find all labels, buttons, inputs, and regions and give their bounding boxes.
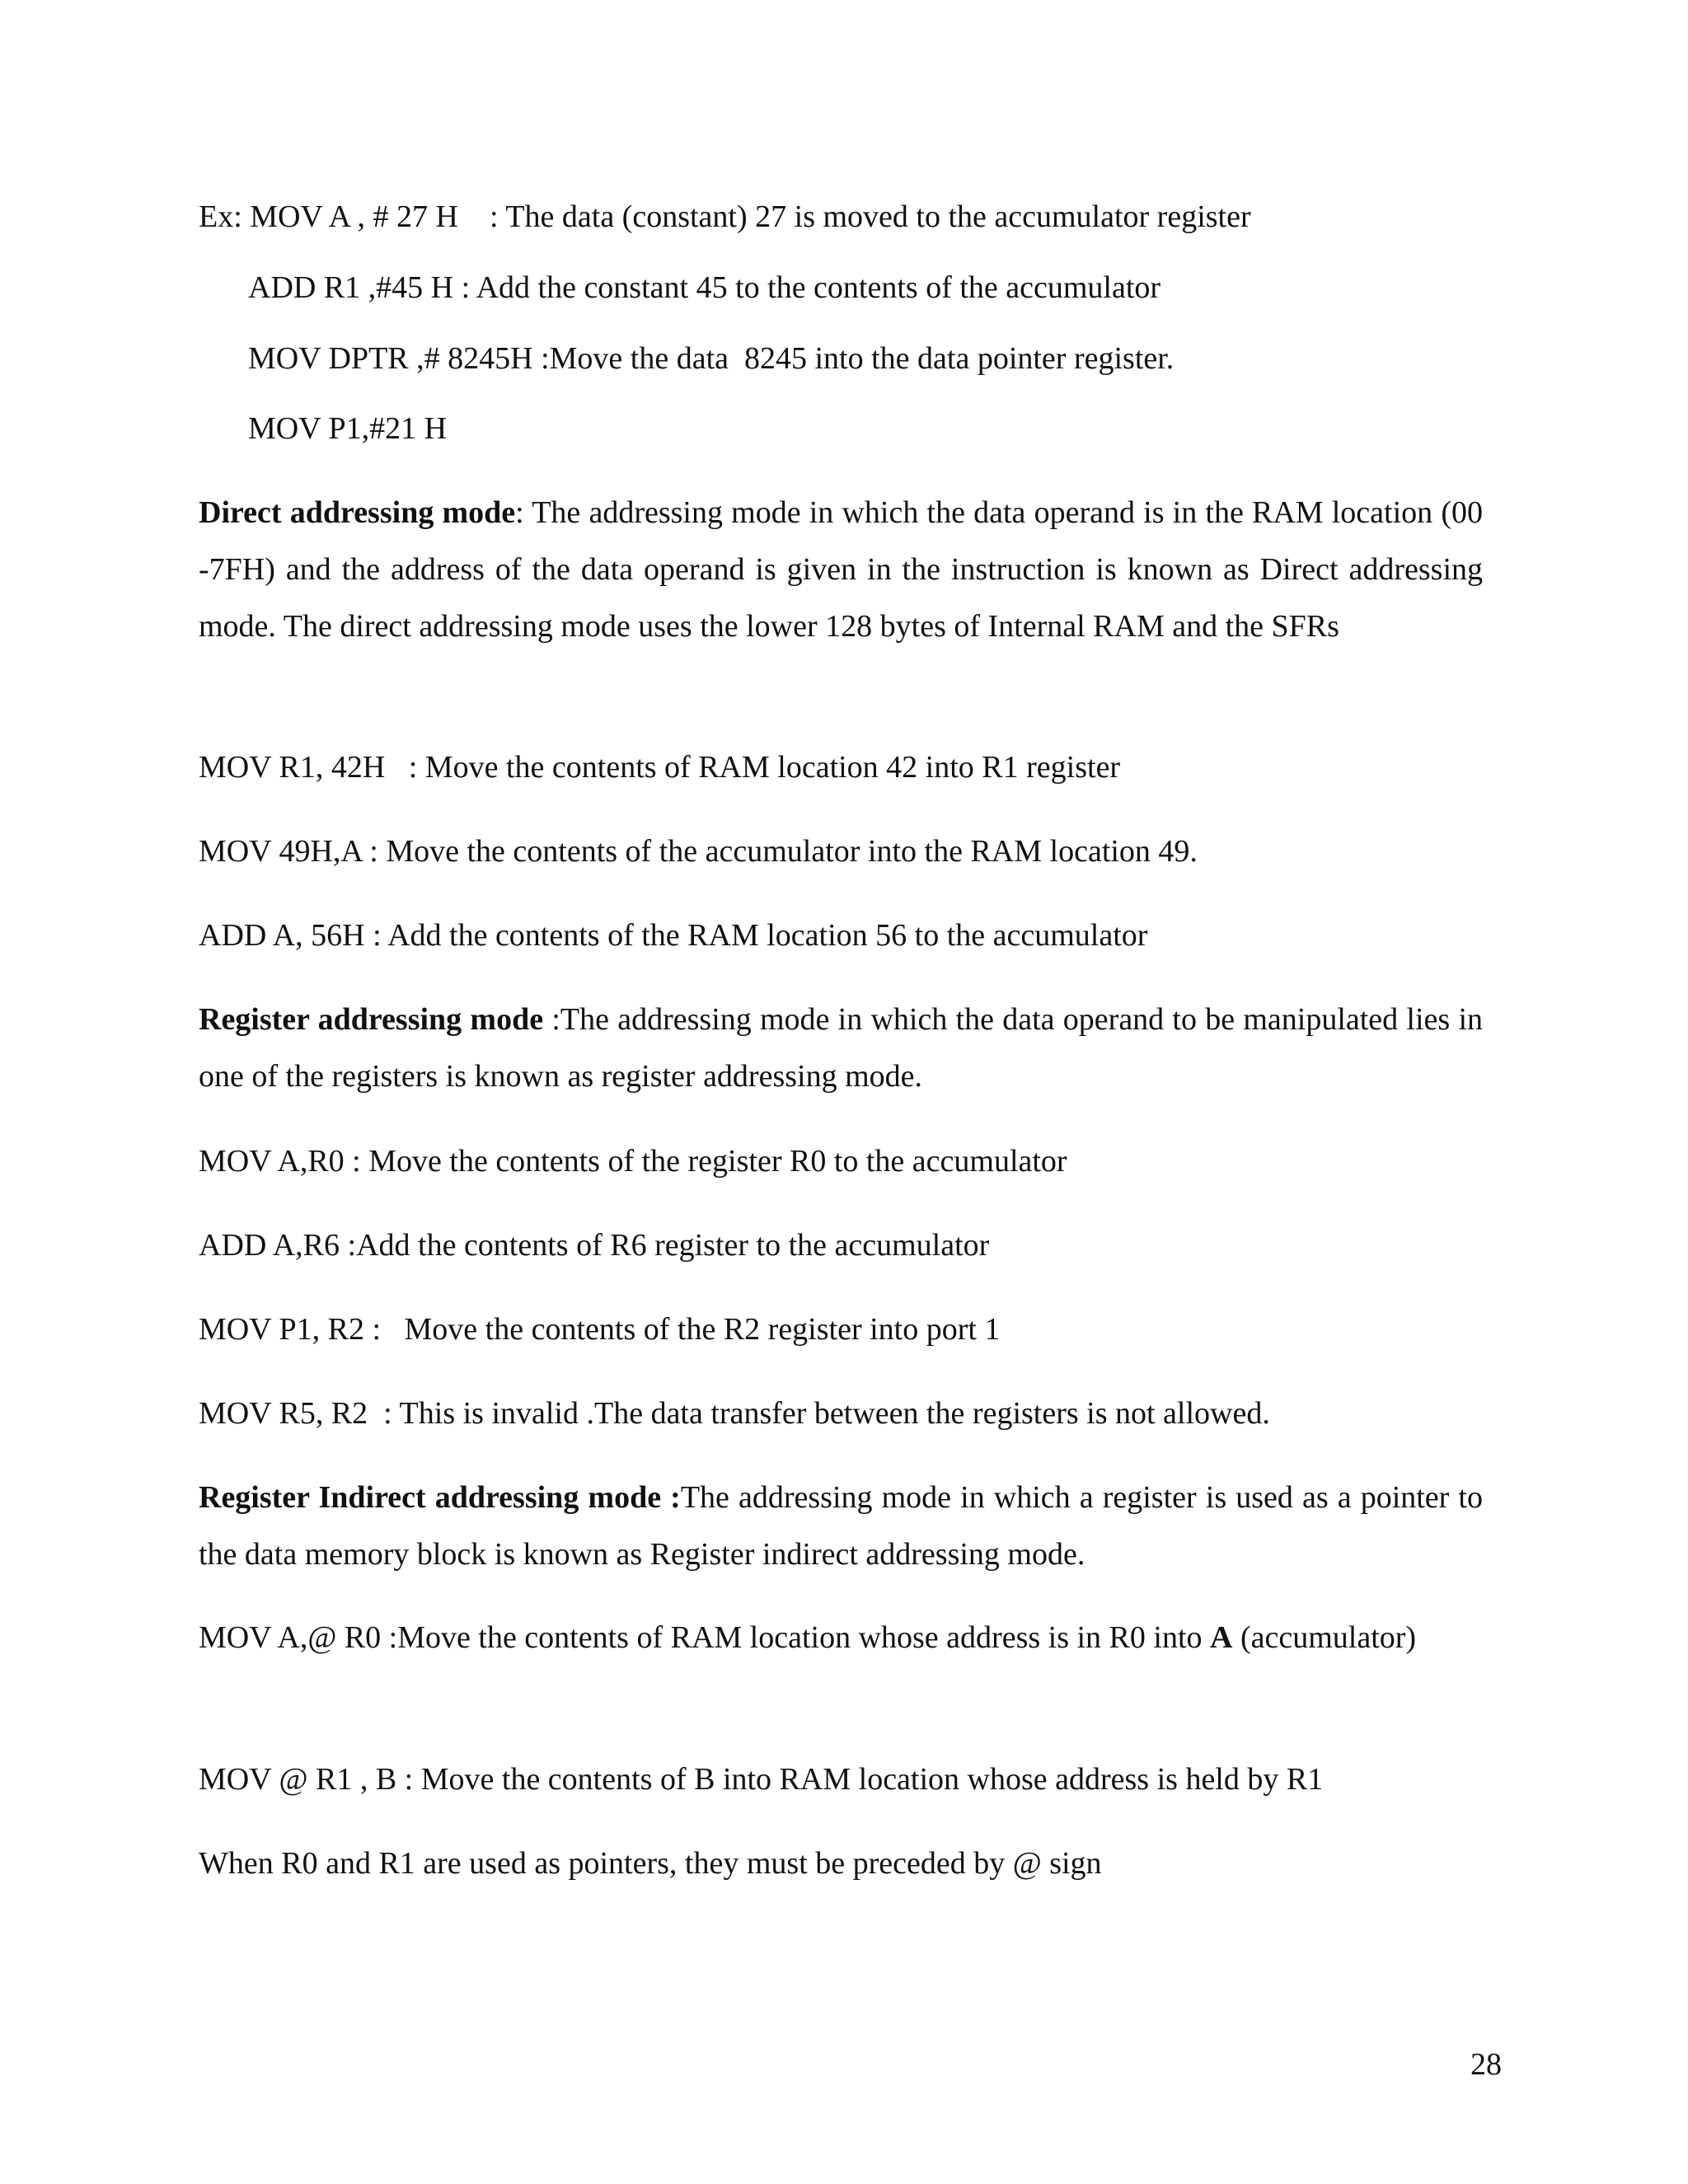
indirect-addressing-paragraph xyxy=(199,1469,1483,1583)
page-number: 28 xyxy=(1470,2047,1502,2082)
direct-example-1: MOV R1, 42H : Move the contents of RAM location 42 into R1 register xyxy=(199,750,1121,785)
indirect-example-2: MOV @ R1 , B : Move the contents of B into RAM location whose address is held by R1 xyxy=(199,1762,1324,1797)
register-addressing-heading: Register addressing mode xyxy=(199,1002,544,1037)
register-example-1: MOV A,R0 : Move the contents of the register R0 to the accumulator xyxy=(199,1144,1067,1179)
immediate-example-3: MOV DPTR ,# 8245H :Move the data 8245 into the data pointer register. xyxy=(248,341,1175,376)
direct-addressing-heading: Direct addressing mode xyxy=(199,495,516,530)
indirect-example-1 xyxy=(199,1610,1483,1666)
direct-example-2: MOV 49H,A : Move the contents of the accumulator into the RAM location 49. xyxy=(199,834,1198,869)
register-example-4: MOV R5, R2 : This is invalid .The data transfer between the registers is not allowed. xyxy=(199,1396,1270,1431)
immediate-example-2: ADD R1 ,#45 H : Add the constant 45 to the contents of the accumulator xyxy=(248,270,1161,305)
direct-addressing-paragraph xyxy=(199,485,1483,655)
immediate-example-1: Ex: MOV A , # 27 H : The data (constant) 27 is moved to the accumulator register xyxy=(199,199,1251,234)
indirect-example-1-bold: A xyxy=(1210,1620,1233,1655)
register-example-3: MOV P1, R2 : Move the contents of the R2 register into port 1 xyxy=(199,1312,1001,1347)
indirect-addressing-body: The addressing mode in which a register is used as a pointer to the data memory block is known as Register indirect addressing mode. xyxy=(199,1480,1483,1572)
register-addressing-body: :The addressing mode in which the data operand to be manipulated lies in one of the registers is known as register addressing mode. xyxy=(199,1002,1484,1094)
indirect-example-1-text: MOV A,@ R0 :Move the contents of RAM location whose address is in R0 into xyxy=(199,1620,1211,1655)
indirect-example-1-tail: (accumulator) xyxy=(1232,1620,1417,1655)
register-example-2: ADD A,R6 :Add the contents of R6 register to the accumulator xyxy=(199,1228,990,1263)
indirect-addressing-heading: Register Indirect addressing mode : xyxy=(199,1480,681,1515)
direct-example-3: ADD A, 56H : Add the contents of the RAM location 56 to the accumulator xyxy=(199,918,1148,953)
direct-addressing-body: : The addressing mode in which the data operand is in the RAM location (00 -7FH) and the address of the data operand is given in the instruction is known as Direct addressing mode. The direct addressing mode uses the lower 128 bytes of Internal RAM and the SFRs xyxy=(199,495,1483,644)
register-addressing-paragraph xyxy=(199,991,1483,1105)
indirect-note: When R0 and R1 are used as pointers, they must be preceded by @ sign xyxy=(199,1846,1102,1881)
immediate-example-4: MOV P1,#21 H xyxy=(248,411,448,446)
